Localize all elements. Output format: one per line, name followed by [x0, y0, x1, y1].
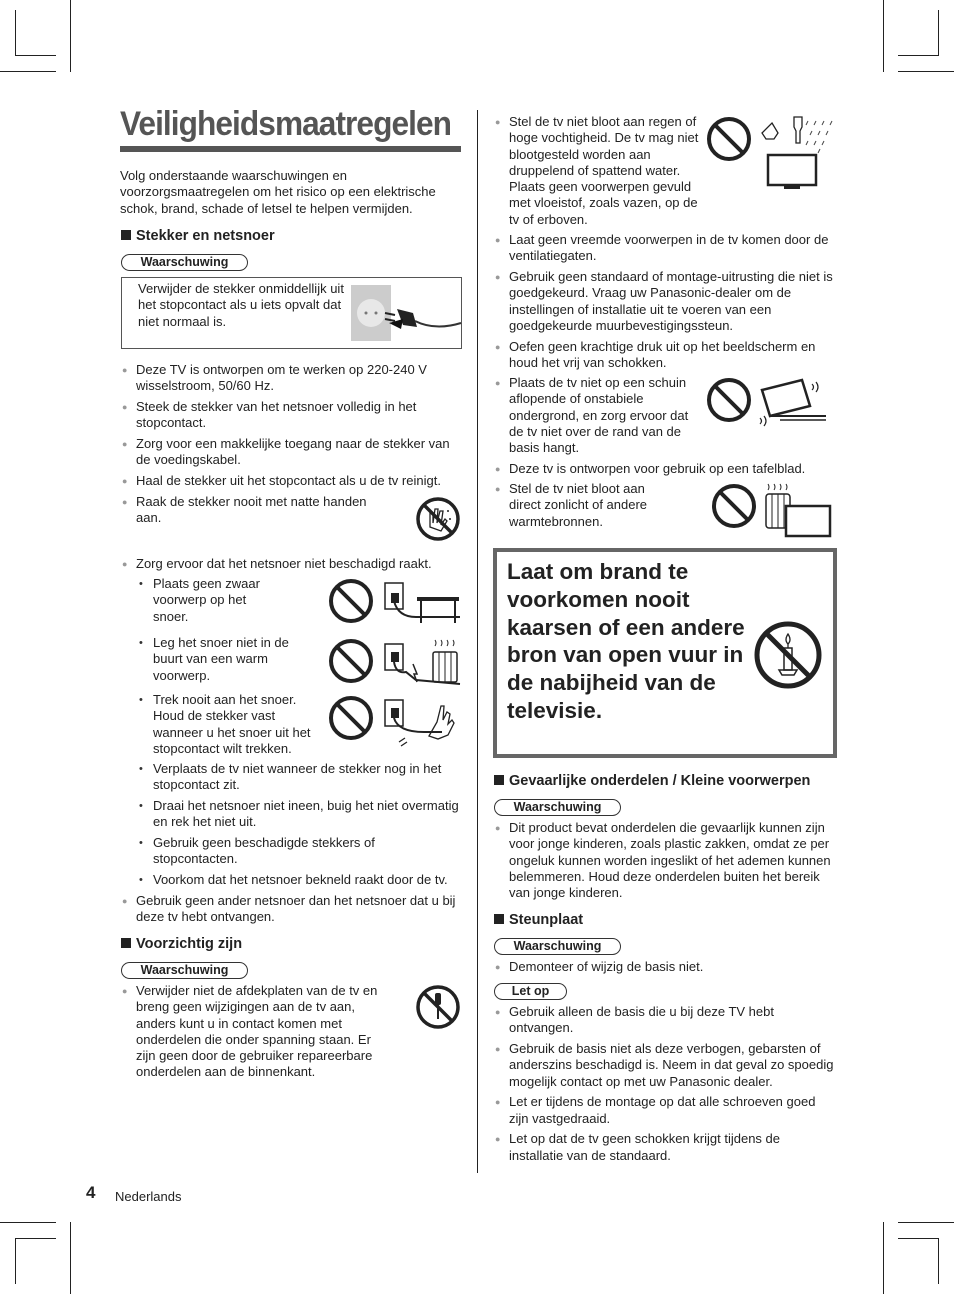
page-title: Veiligheidsmaatregelen [120, 105, 452, 143]
care-bullet-list [121, 983, 387, 1085]
right-bullet-list-2 [494, 232, 834, 376]
list-item: ● Gebruik geen standaard of montage-uitrusting die niet is goedgekeurd. Vraag uw Panasonic-dealer om de instellingen of installatie uit te voeren van een goedgekeurde muurbevestigingssteun. [494, 269, 834, 334]
section-heading-care: Voorzichtig zijn [121, 936, 242, 952]
list-item: ● Stel de tv niet bloot aan direct zonlicht of andere warmtebronnen. [494, 481, 664, 530]
prohibition-icon [711, 483, 757, 529]
fire-warning-text: Laat om brand te voorkomen nooit kaarsen of een andere bron van open vuur in de nabijheid van de televisie. [507, 559, 745, 723]
list-item: ● Haal de stekker uit het stopcontact als u de tv reinigt. [121, 473, 462, 489]
tv-rain-icon [758, 115, 834, 191]
crop-mark [15, 1238, 16, 1284]
square-bullet-icon [121, 230, 131, 240]
list-item: ● Let er tijdens de montage op dat alle schroeven goed zijn vastgedraaid. [494, 1094, 834, 1127]
warning-label: Waarschuwing [494, 938, 621, 955]
crop-mark [15, 1238, 56, 1239]
list-item: ● Deze tv is ontworpen voor gebruik op een tafelblad. [494, 461, 834, 477]
warning-label: Waarschuwing [121, 254, 248, 271]
cord-sub-list-3 [138, 692, 323, 762]
list-item: ● Zorg ervoor dat het netsnoer niet beschadigd raakt. [121, 556, 462, 572]
crop-mark [898, 1222, 954, 1223]
crop-mark [70, 0, 71, 72]
list-item: • Trek nooit aan het snoer. Houd de stekker vast wanneer u het snoer uit het stopcontact wilt trekken. [138, 692, 323, 757]
page-number: 4 [86, 1183, 96, 1202]
cord-sub-list-1 [138, 576, 268, 629]
crop-mark [898, 71, 954, 72]
language-label: Nederlands [115, 1189, 182, 1204]
list-item: • Draai het netsnoer niet ineen, buig het niet overmatig en rek het niet uit. [138, 798, 462, 831]
list-item: • Verplaats de tv niet wanneer de stekker nog in het stopcontact zit. [138, 761, 462, 794]
prohibition-icon [328, 695, 374, 741]
list-item: ● Stel de tv niet bloot aan regen of hoge vochtigheid. De tv mag niet blootgesteld worden aan druppelend of spattend water. Plaats geen voorwerpen gevuld met vloeistof, zoals vazen, op de tv of erboven. [494, 114, 699, 228]
prohibition-icon [328, 638, 374, 684]
list-item: ● Gebruik alleen de basis die u bij deze TV hebt ontvangen. [494, 1004, 834, 1037]
stand-warning-list [494, 959, 834, 980]
square-bullet-icon [121, 938, 131, 948]
heater-tv-icon [764, 482, 834, 540]
warning-label: Waarschuwing [121, 962, 248, 979]
title-rule [120, 146, 461, 152]
crop-mark [898, 55, 939, 56]
crop-mark [70, 1222, 71, 1294]
crop-mark [883, 0, 884, 72]
table-on-cord-icon [383, 579, 461, 625]
right-bullet-list-5 [494, 481, 664, 534]
crop-mark [0, 1222, 56, 1223]
stand-caution-list [494, 1004, 834, 1168]
cord-last-bullet [121, 893, 462, 930]
right-bullet-list-4 [494, 461, 834, 482]
list-item: • Plaats geen zwaar voorwerp op het snoer. [138, 576, 268, 625]
list-item: ● Raak de stekker nooit met natte handen aan. [121, 494, 391, 527]
crop-mark [15, 55, 56, 56]
intro-text: Volg onderstaande waarschuwingen en voorzorgsmaatregelen om het risico op een elektrische schok, brand, schade of letsel te helpen vermijden. [120, 168, 436, 216]
crop-mark [938, 10, 939, 56]
heater-cord-icon [383, 638, 461, 688]
pull-cord-icon [383, 696, 461, 748]
list-item: ● Dit product bevat onderdelen die gevaarlijk kunnen zijn voor jonge kinderen, zoals plastic zakken, omdat ze per ongeluk kunnen worden ingeslikt of het ademen kunnen belemmeren. Houd deze onderdelen buiten het bereik van jonge kinderen. [494, 820, 834, 901]
list-item: ● Demonteer of wijzig de basis niet. [494, 959, 834, 975]
right-bullet-list-3 [494, 375, 699, 461]
list-item: ● Zorg voor een makkelijke toegang naar de stekker van de voedingskabel. [121, 436, 462, 469]
right-bullet-list-1 [494, 114, 699, 232]
list-item: • Voorkom dat het netsnoer bekneld raakt door de tv. [138, 872, 462, 888]
crop-mark [0, 71, 56, 72]
list-item: ● Steek de stekker van het netsnoer volledig in het stopcontact. [121, 399, 462, 432]
section-heading-plug: Stekker en netsnoer [121, 228, 275, 244]
fire-warning-box [493, 548, 837, 758]
prohibition-icon [328, 578, 374, 624]
section-heading-stand: Steunplaat [494, 912, 583, 928]
column-divider [477, 110, 478, 1173]
plug-bullet-list [121, 362, 462, 531]
screwdriver-prohibition-icon [416, 985, 460, 1029]
crop-mark [883, 1222, 884, 1294]
list-item: ● Verwijder niet de afdekplaten van de tv en breng geen wijzigingen aan de tv aan, anders kunt u in contact komen met onderdelen die onder spanning staan. Er zijn geen door de gebruiker repareerbare onderdelen aan de binnenkant. [121, 983, 387, 1081]
crop-mark [938, 1238, 939, 1284]
tilted-tv-icon [756, 378, 834, 428]
candle-prohibition-icon [753, 620, 823, 690]
prohibition-icon [706, 377, 752, 423]
caution-label: Let op [494, 983, 567, 1000]
list-item: ● Oefen geen krachtige druk uit op het beeldscherm en houd het vrij van schokken. [494, 339, 834, 372]
section-heading-small-parts: Gevaarlijke onderdelen / Kleine voorwerpen [494, 773, 810, 789]
cord-sub-list-2 [138, 635, 298, 688]
list-item: ● Plaats de tv niet op een schuin aflopende of onstabiele ondergrond, en zorg ervoor dat de tv niet over de rand van de basis hangt. [494, 375, 699, 456]
warning-box-text: Verwijder de stekker onmiddellijk uit het stopcontact als u iets opvalt dat niet normaal is. [138, 281, 344, 329]
square-bullet-icon [494, 775, 504, 785]
square-bullet-icon [494, 914, 504, 924]
small-parts-bullet-list [494, 820, 834, 906]
cord-sub-list-4 [138, 761, 462, 893]
list-item: ● Laat geen vreemde voorwerpen in de tv komen door de ventilatiegaten. [494, 232, 834, 265]
wet-hand-prohibition-icon [416, 497, 460, 541]
crop-mark [898, 1238, 939, 1239]
unplug-icon [351, 285, 463, 343]
list-item: • Gebruik geen beschadigde stekkers of stopcontacten. [138, 835, 462, 868]
list-item: ● Gebruik de basis niet als deze verbogen, gebarsten of anderszins beschadigd is. Neem in dat geval zo spoedig mogelijk contact op met uw Panasonic dealer. [494, 1041, 834, 1090]
cord-bullet-list [121, 556, 462, 577]
list-item: ● Let op dat de tv geen schokken krijgt tijdens de installatie van de standaard. [494, 1131, 834, 1164]
list-item: ● Deze TV is ontworpen om te werken op 220-240 V wisselstroom, 50/60 Hz. [121, 362, 462, 395]
prohibition-icon [706, 116, 752, 162]
crop-mark [15, 10, 16, 56]
warning-label: Waarschuwing [494, 799, 621, 816]
warning-box [121, 277, 462, 349]
list-item: ● Gebruik geen ander netsnoer dan het netsnoer dat u bij deze tv hebt ontvangen. [121, 893, 462, 926]
list-item: • Leg het snoer niet in de buurt van een warm voorwerp. [138, 635, 298, 684]
